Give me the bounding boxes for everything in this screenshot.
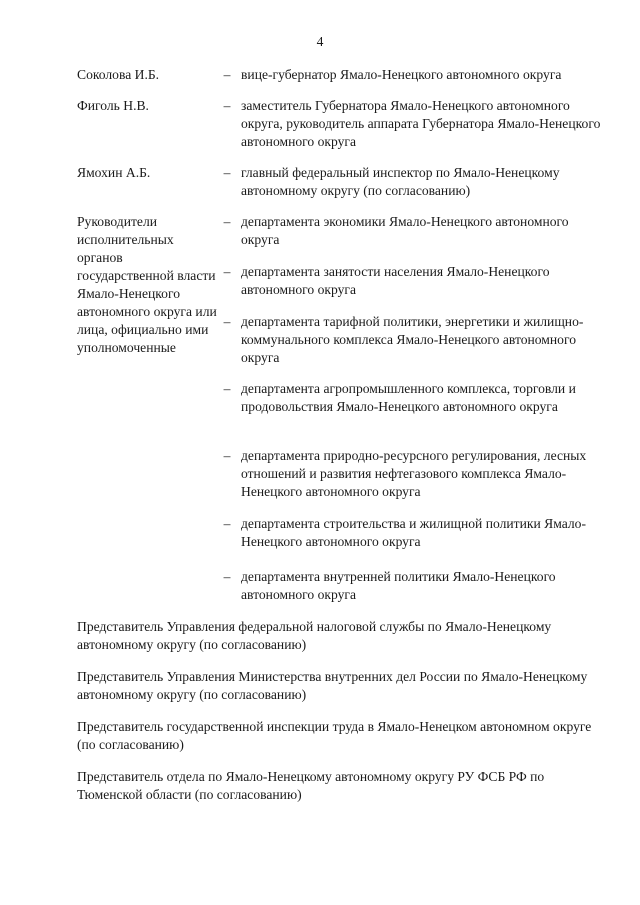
dash: – (223, 165, 231, 180)
dash: – (223, 98, 231, 113)
member-name: Соколова И.Б. (77, 67, 160, 82)
member-role: главный федеральный инспектор по Ямало-Ненецкому автономному округу (по согласованию) (241, 165, 560, 198)
representative-item: Представитель государственной инспекции труда в Ямало-Ненецком автономном округе (по согласованию) (77, 719, 592, 752)
department-text: департамента агропромышленного комплекса, торговли и продовольствия Ямало-Ненецкого автономного округа (241, 381, 576, 414)
department-text: департамента природно-ресурсного регулирования, лесных отношений и развития нефтегазового комплекса Ямало-Ненецкого автономного округа (241, 448, 587, 499)
member-name: Ямохин А.Б. (77, 165, 151, 180)
group-label: Руководители исполнительных органов государственной власти Ямало-Ненецкого автономного округа или лица, официально ими уполномоченные (77, 214, 217, 355)
department-text: департамента экономики Ямало-Ненецкого автономного округа (241, 214, 569, 247)
member-role: заместитель Губернатора Ямало-Ненецкого автономного округа, руководитель аппарата Губернатора Ямало-Ненецкого автономного округа (241, 98, 601, 149)
department-text: департамента внутренней политики Ямало-Ненецкого автономного округа (241, 569, 556, 602)
representative-item: Представитель Управления Министерства внутренних дел России по Ямало-Ненецкому автономному округу (по согласованию) (77, 669, 588, 702)
dash: – (223, 314, 231, 329)
dash: – (223, 67, 231, 82)
dash: – (223, 264, 231, 279)
dash: – (223, 381, 231, 396)
representative-item: Представитель отдела по Ямало-Ненецкому автономному округу РУ ФСБ РФ по Тюменской области (по согласованию) (77, 769, 545, 802)
dash: – (223, 214, 231, 229)
member-role: вице-губернатор Ямало-Ненецкого автономного округа (241, 67, 562, 82)
department-text: департамента тарифной политики, энергетики и жилищно-коммунального комплекса Ямало-Ненецкого автономного округа (241, 314, 584, 365)
dash: – (223, 516, 231, 531)
department-text: департамента занятости населения Ямало-Ненецкого автономного округа (241, 264, 550, 297)
dash: – (223, 448, 231, 463)
representative-item: Представитель Управления федеральной налоговой службы по Ямало-Ненецкому автономному округу (по согласованию) (77, 619, 552, 652)
department-text: департамента строительства и жилищной политики Ямало-Ненецкого автономного округа (241, 516, 586, 549)
page-number: 4 (316, 34, 324, 49)
member-name: Фиголь Н.В. (77, 98, 149, 113)
dash: – (223, 569, 231, 584)
